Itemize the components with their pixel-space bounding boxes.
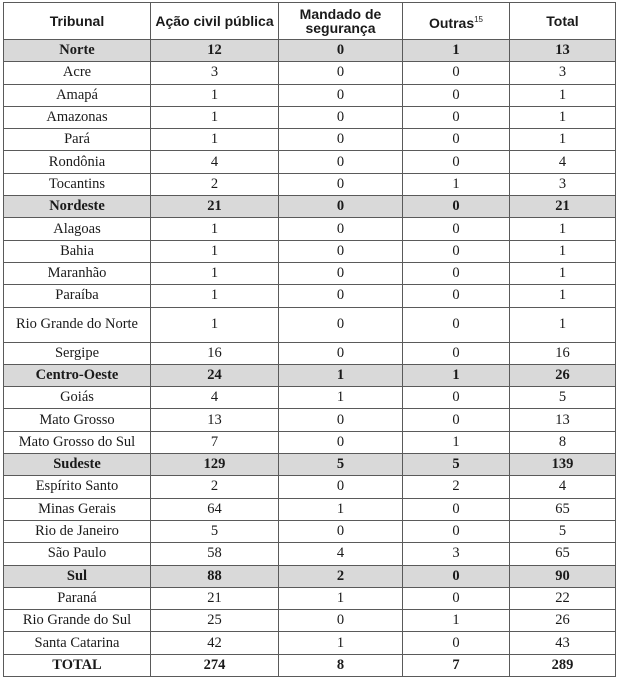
acao-civil-cell: 1 <box>151 129 279 151</box>
region-row <box>4 196 616 218</box>
acao-civil-cell: 2 <box>151 476 279 498</box>
tribunal-cell: São Paulo <box>4 543 151 565</box>
acao-civil-cell: 42 <box>151 632 279 654</box>
total-cell: 13 <box>510 40 616 62</box>
acao-civil-cell: 274 <box>151 654 279 676</box>
table-row <box>4 151 616 173</box>
table-body <box>4 40 616 677</box>
tribunal-cell: Tocantins <box>4 173 151 195</box>
tribunal-cell: Amazonas <box>4 106 151 128</box>
table-row <box>4 543 616 565</box>
tribunal-cell: Sul <box>4 565 151 587</box>
table-row <box>4 520 616 542</box>
tribunal-cell: Norte <box>4 40 151 62</box>
table-row <box>4 84 616 106</box>
table-row <box>4 218 616 240</box>
acao-civil-cell: 58 <box>151 543 279 565</box>
outras-cell: 1 <box>403 610 510 632</box>
outras-cell: 1 <box>403 173 510 195</box>
mandado-cell: 5 <box>279 454 403 476</box>
acao-civil-cell: 2 <box>151 173 279 195</box>
table-row <box>4 173 616 195</box>
mandado-cell: 0 <box>279 262 403 284</box>
mandado-cell: 1 <box>279 587 403 609</box>
acao-civil-cell: 1 <box>151 218 279 240</box>
acao-civil-cell: 25 <box>151 610 279 632</box>
table-row <box>4 307 616 342</box>
acao-civil-cell: 4 <box>151 151 279 173</box>
acao-civil-cell: 64 <box>151 498 279 520</box>
total-cell: 289 <box>510 654 616 676</box>
outras-cell: 0 <box>403 632 510 654</box>
tribunal-cell: Espírito Santo <box>4 476 151 498</box>
mandado-cell: 1 <box>279 498 403 520</box>
acao-civil-cell: 7 <box>151 431 279 453</box>
outras-cell: 0 <box>403 262 510 284</box>
acao-civil-cell: 24 <box>151 364 279 386</box>
tribunal-cell: Rondônia <box>4 151 151 173</box>
tribunal-cell: Nordeste <box>4 196 151 218</box>
outras-cell: 0 <box>403 151 510 173</box>
outras-cell: 0 <box>403 565 510 587</box>
region-row <box>4 40 616 62</box>
tribunal-cell: Sudeste <box>4 454 151 476</box>
tribunal-cell: Rio Grande do Norte <box>4 307 151 342</box>
total-cell: 1 <box>510 240 616 262</box>
outras-cell: 0 <box>403 587 510 609</box>
mandado-cell: 0 <box>279 476 403 498</box>
total-cell: 26 <box>510 364 616 386</box>
outras-cell: 1 <box>403 40 510 62</box>
mandado-cell: 4 <box>279 543 403 565</box>
mandado-cell: 0 <box>279 342 403 364</box>
outras-cell: 0 <box>403 196 510 218</box>
header-outras-label: Outras <box>428 14 475 31</box>
header-row <box>4 3 616 40</box>
table-row <box>4 632 616 654</box>
mandado-cell: 0 <box>279 520 403 542</box>
outras-cell: 0 <box>403 62 510 84</box>
table-row <box>4 587 616 609</box>
outras-cell: 0 <box>403 342 510 364</box>
acao-civil-cell: 5 <box>151 520 279 542</box>
table-row <box>4 285 616 307</box>
tribunal-cell: Rio Grande do Sul <box>4 610 151 632</box>
header-total: Total <box>510 3 616 40</box>
tribunal-cell: Mato Grosso do Sul <box>4 431 151 453</box>
total-cell: 90 <box>510 565 616 587</box>
tribunal-cell: Maranhão <box>4 262 151 284</box>
acao-civil-cell: 129 <box>151 454 279 476</box>
total-cell: 43 <box>510 632 616 654</box>
mandado-cell: 0 <box>279 240 403 262</box>
tribunal-cell: Paraná <box>4 587 151 609</box>
table-row <box>4 476 616 498</box>
mandado-cell: 1 <box>279 364 403 386</box>
total-cell: 1 <box>510 218 616 240</box>
mandado-cell: 0 <box>279 106 403 128</box>
acao-civil-cell: 12 <box>151 40 279 62</box>
mandado-cell: 8 <box>279 654 403 676</box>
table-row <box>4 409 616 431</box>
outras-cell: 0 <box>403 520 510 542</box>
tribunal-cell: Santa Catarina <box>4 632 151 654</box>
tribunal-cell: TOTAL <box>4 654 151 676</box>
total-cell: 16 <box>510 342 616 364</box>
footnote-marker: 15 <box>474 14 484 24</box>
outras-cell: 0 <box>403 129 510 151</box>
mandado-cell: 0 <box>279 218 403 240</box>
acao-civil-cell: 21 <box>151 587 279 609</box>
table-row <box>4 62 616 84</box>
region-row <box>4 565 616 587</box>
acao-civil-cell: 1 <box>151 106 279 128</box>
mandado-cell: 0 <box>279 84 403 106</box>
outras-cell: 7 <box>403 654 510 676</box>
header-mandado: Mandado de segurança <box>279 3 403 40</box>
total-cell: 1 <box>510 262 616 284</box>
tribunal-cell: Bahia <box>4 240 151 262</box>
tribunal-cell: Pará <box>4 129 151 151</box>
total-cell: 1 <box>510 285 616 307</box>
acao-civil-cell: 1 <box>151 307 279 342</box>
acao-civil-cell: 4 <box>151 387 279 409</box>
mandado-cell: 1 <box>279 387 403 409</box>
total-row <box>4 654 616 676</box>
outras-cell: 1 <box>403 431 510 453</box>
total-cell: 1 <box>510 84 616 106</box>
outras-cell: 0 <box>403 240 510 262</box>
total-cell: 65 <box>510 543 616 565</box>
total-cell: 5 <box>510 520 616 542</box>
table-row <box>4 498 616 520</box>
total-cell: 4 <box>510 151 616 173</box>
mandado-cell: 0 <box>279 196 403 218</box>
tribunal-cell: Amapá <box>4 84 151 106</box>
total-cell: 3 <box>510 173 616 195</box>
outras-cell: 0 <box>403 307 510 342</box>
total-cell: 139 <box>510 454 616 476</box>
total-cell: 65 <box>510 498 616 520</box>
tribunal-cell: Goiás <box>4 387 151 409</box>
tribunal-cell: Centro-Oeste <box>4 364 151 386</box>
table-row <box>4 387 616 409</box>
mandado-cell: 0 <box>279 173 403 195</box>
table-header <box>4 3 616 40</box>
tribunal-cell: Paraíba <box>4 285 151 307</box>
tribunal-cases-table <box>3 2 616 677</box>
tribunal-cell: Acre <box>4 62 151 84</box>
total-cell: 13 <box>510 409 616 431</box>
mandado-cell: 0 <box>279 40 403 62</box>
acao-civil-cell: 1 <box>151 84 279 106</box>
table-row <box>4 431 616 453</box>
tribunal-cell: Minas Gerais <box>4 498 151 520</box>
outras-cell: 2 <box>403 476 510 498</box>
table-row <box>4 262 616 284</box>
mandado-cell: 0 <box>279 610 403 632</box>
header-acao-civil: Ação civil pública <box>151 3 279 40</box>
table-row <box>4 342 616 364</box>
tribunal-cell: Mato Grosso <box>4 409 151 431</box>
mandado-cell: 0 <box>279 409 403 431</box>
mandado-cell: 0 <box>279 62 403 84</box>
tribunal-cell: Alagoas <box>4 218 151 240</box>
total-cell: 26 <box>510 610 616 632</box>
mandado-cell: 0 <box>279 129 403 151</box>
total-cell: 3 <box>510 62 616 84</box>
mandado-cell: 1 <box>279 632 403 654</box>
total-cell: 4 <box>510 476 616 498</box>
table-row <box>4 610 616 632</box>
acao-civil-cell: 1 <box>151 285 279 307</box>
acao-civil-cell: 16 <box>151 342 279 364</box>
tribunal-cell: Rio de Janeiro <box>4 520 151 542</box>
total-cell: 1 <box>510 106 616 128</box>
outras-cell: 0 <box>403 106 510 128</box>
outras-cell: 0 <box>403 498 510 520</box>
header-tribunal: Tribunal <box>4 3 151 40</box>
outras-cell: 0 <box>403 218 510 240</box>
outras-cell: 1 <box>403 364 510 386</box>
mandado-cell: 0 <box>279 285 403 307</box>
outras-cell: 0 <box>403 84 510 106</box>
acao-civil-cell: 88 <box>151 565 279 587</box>
outras-cell: 0 <box>403 409 510 431</box>
mandado-cell: 0 <box>279 151 403 173</box>
region-row <box>4 364 616 386</box>
mandado-cell: 2 <box>279 565 403 587</box>
acao-civil-cell: 3 <box>151 62 279 84</box>
tribunal-cell: Sergipe <box>4 342 151 364</box>
mandado-cell: 0 <box>279 307 403 342</box>
table-row <box>4 106 616 128</box>
outras-cell: 3 <box>403 543 510 565</box>
acao-civil-cell: 21 <box>151 196 279 218</box>
region-row <box>4 454 616 476</box>
acao-civil-cell: 13 <box>151 409 279 431</box>
outras-cell: 0 <box>403 387 510 409</box>
table-row <box>4 240 616 262</box>
outras-cell: 5 <box>403 454 510 476</box>
total-cell: 8 <box>510 431 616 453</box>
header-outras <box>403 3 510 40</box>
outras-cell: 0 <box>403 285 510 307</box>
total-cell: 21 <box>510 196 616 218</box>
total-cell: 5 <box>510 387 616 409</box>
mandado-cell: 0 <box>279 431 403 453</box>
total-cell: 1 <box>510 307 616 342</box>
total-cell: 22 <box>510 587 616 609</box>
acao-civil-cell: 1 <box>151 262 279 284</box>
total-cell: 1 <box>510 129 616 151</box>
table-row <box>4 129 616 151</box>
acao-civil-cell: 1 <box>151 240 279 262</box>
